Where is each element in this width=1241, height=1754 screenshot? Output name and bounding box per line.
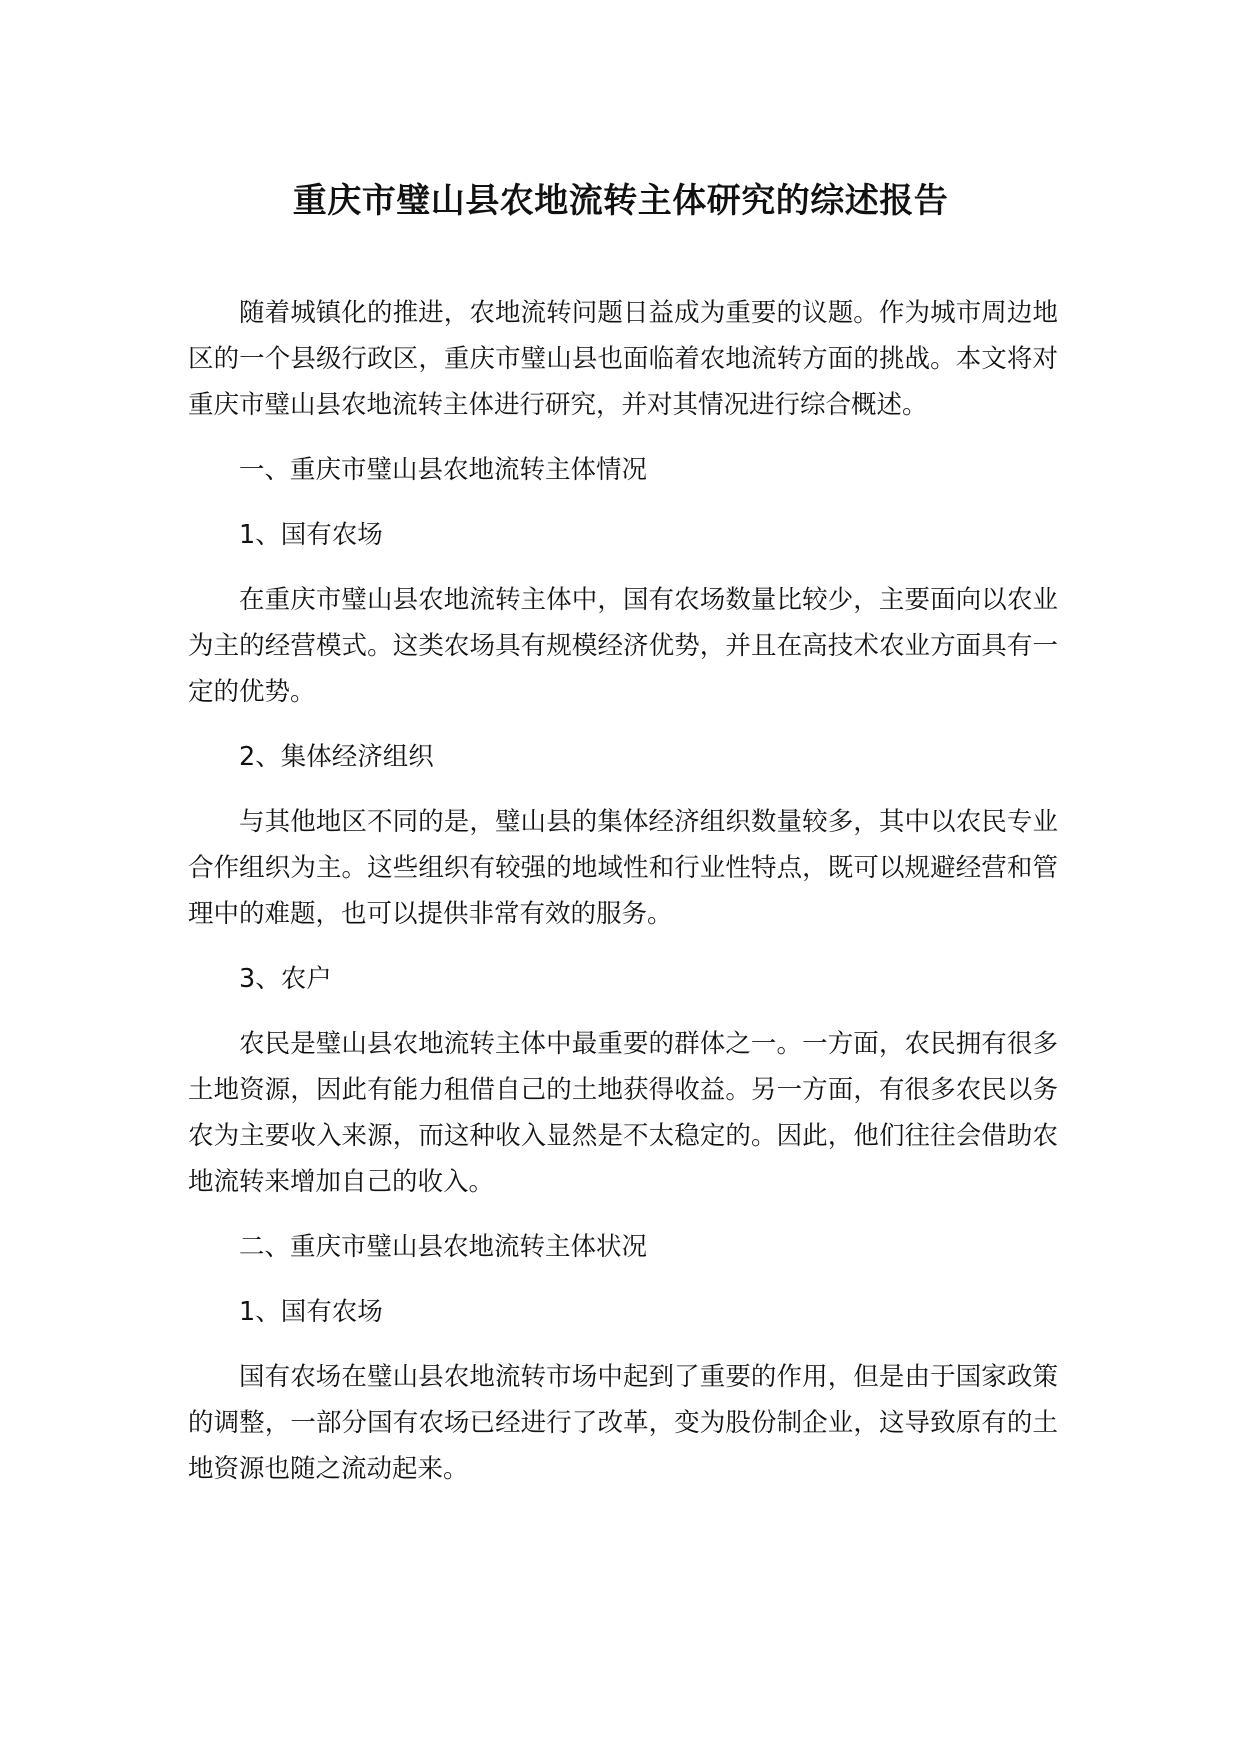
subsection-heading-state-farms-2: 1、国有农场	[239, 1297, 383, 1327]
paragraph-collective-orgs: 与其他地区不同的是，璧山县的集体经济组织数量较多，其中以农民专业合作组织为主。这些组织有较强的地域性和行业性特点，既可以规避经营和管理中的难题，也可以提供非常有效的服务。	[188, 807, 1058, 929]
section-heading-1: 一、重庆市璧山县农地流转主体情况	[239, 455, 648, 485]
paragraph-farmers: 农民是璧山县农地流转主体中最重要的群体之一。一方面，农民拥有很多土地资源，因此有能力租借自己的土地获得收益。另一方面，有很多农民以务农为主要收入来源，而这种收入显然是不太稳定的。因此，他们往往会借助农地流转来增加自己的收入。	[188, 1029, 1058, 1197]
subsection-heading-farmers: 3、农户	[239, 964, 332, 994]
subsection-heading-state-farms: 1、国有农场	[239, 520, 383, 550]
subsection-heading-collective-orgs: 2、集体经济组织	[239, 742, 434, 772]
intro-paragraph: 随着城镇化的推进，农地流转问题日益成为重要的议题。作为城市周边地区的一个县级行政区，重庆市璧山县也面临着农地流转方面的挑战。本文将对重庆市璧山县农地流转主体进行研究，并对其情况进行综合概述。	[188, 298, 1058, 420]
document-title: 重庆市璧山县农地流转主体研究的综述报告	[292, 181, 949, 221]
paragraph-state-farms: 在重庆市璧山县农地流转主体中，国有农场数量比较少，主要面向以农业为主的经营模式。这类农场具有规模经济优势，并且在高技术农业方面具有一定的优势。	[188, 585, 1058, 707]
paragraph-state-farms-2: 国有农场在璧山县农地流转市场中起到了重要的作用，但是由于国家政策的调整，一部分国有农场已经进行了改革，变为股份制企业，这导致原有的土地资源也随之流动起来。	[188, 1362, 1058, 1484]
document-body	[188, 290, 1058, 1511]
section-heading-2: 二、重庆市璧山县农地流转主体状况	[239, 1232, 648, 1262]
